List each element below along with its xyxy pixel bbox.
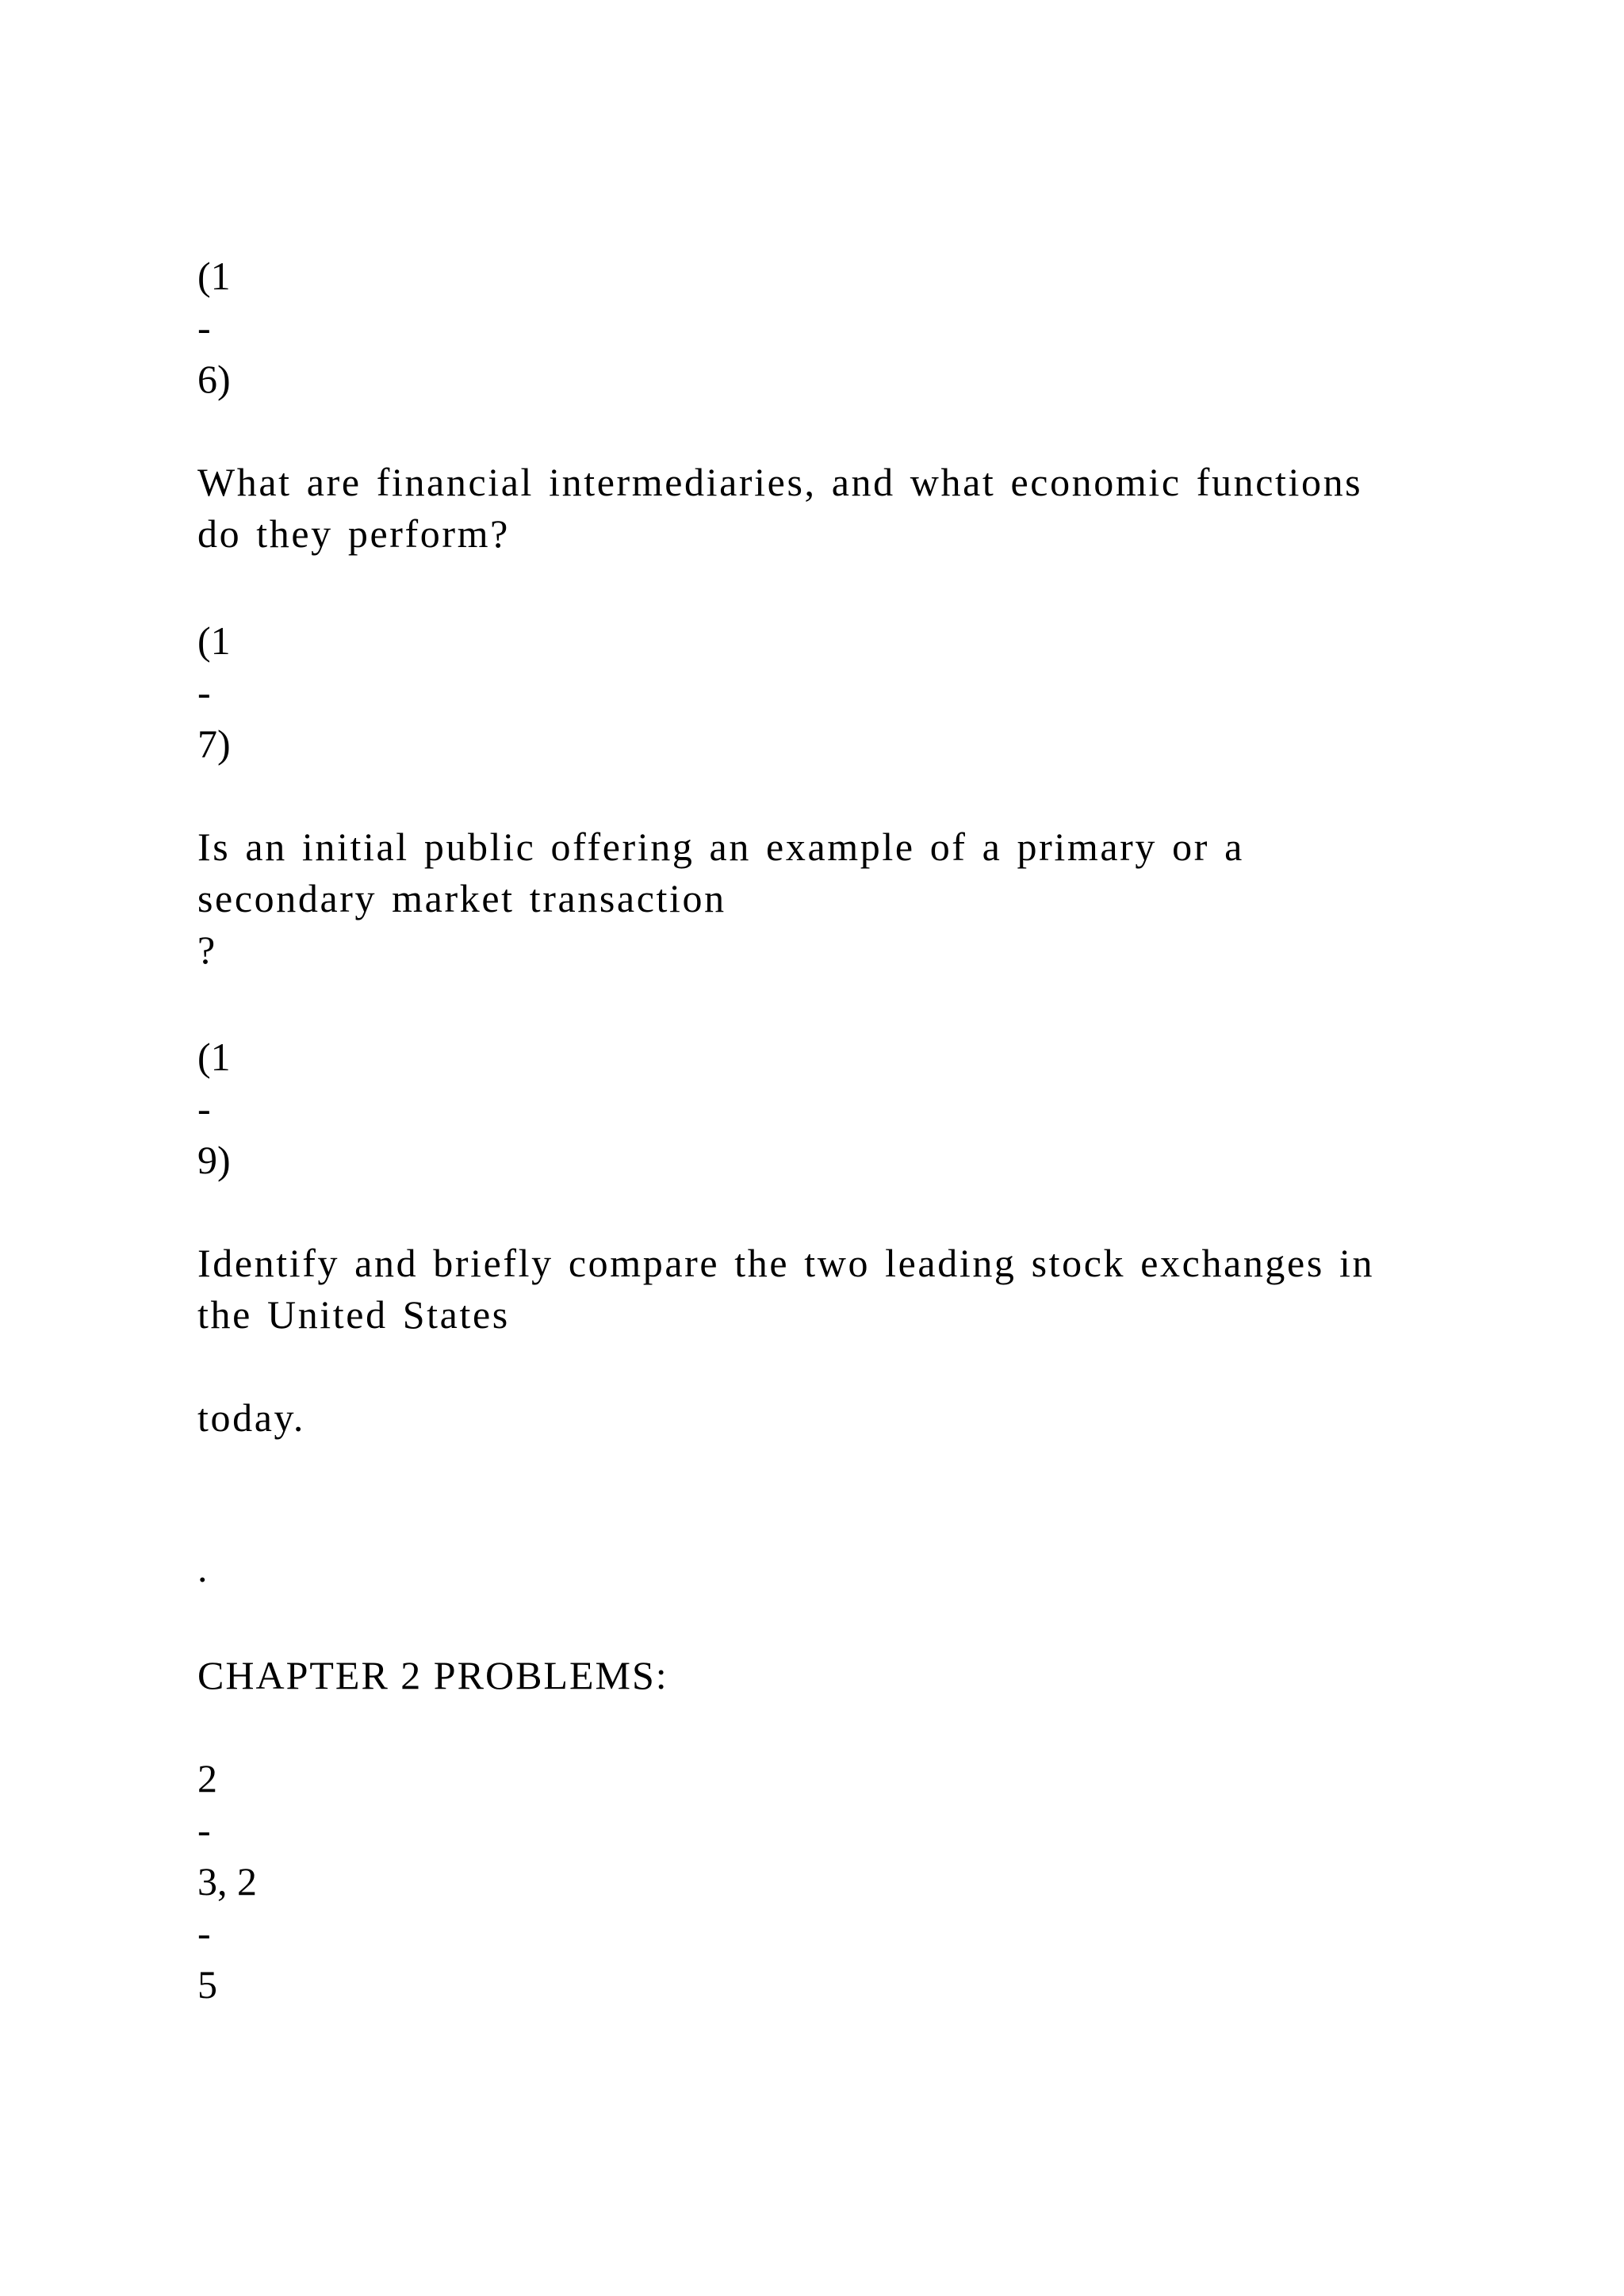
problem-list-line: -: [197, 1808, 211, 1852]
question-number-close: 7): [197, 721, 231, 766]
question-number-close: 9): [197, 1138, 231, 1182]
question-number-open: (1: [197, 1035, 231, 1079]
question-text: today.: [197, 1395, 305, 1440]
problem-list-line: 5: [197, 1962, 217, 2007]
question-text: secondary market transaction: [197, 876, 726, 920]
question-number-close: 6): [197, 357, 231, 401]
problem-list-line: 2: [197, 1756, 217, 1800]
question-number-dash: -: [197, 670, 211, 714]
question-text: Is an initial public offering an example of a primary or a: [197, 825, 1244, 869]
question-number-open: (1: [197, 254, 231, 298]
question-number-dash: -: [197, 305, 211, 350]
question-number-dash: -: [197, 1086, 211, 1131]
question-number-open: (1: [197, 618, 231, 663]
problem-list-line: 3, 2: [197, 1859, 257, 1904]
question-text: ?: [197, 928, 216, 972]
separator-dot: .: [197, 1546, 208, 1590]
chapter-heading: CHAPTER 2 PROBLEMS:: [197, 1653, 668, 1697]
problem-list-line: -: [197, 1911, 211, 1955]
question-text: do they perform?: [197, 511, 510, 556]
question-text: What are financial intermediaries, and what economic functions: [197, 460, 1363, 504]
question-text: the United States: [197, 1292, 510, 1337]
question-text: Identify and briefly compare the two leading stock exchanges in: [197, 1241, 1375, 1285]
